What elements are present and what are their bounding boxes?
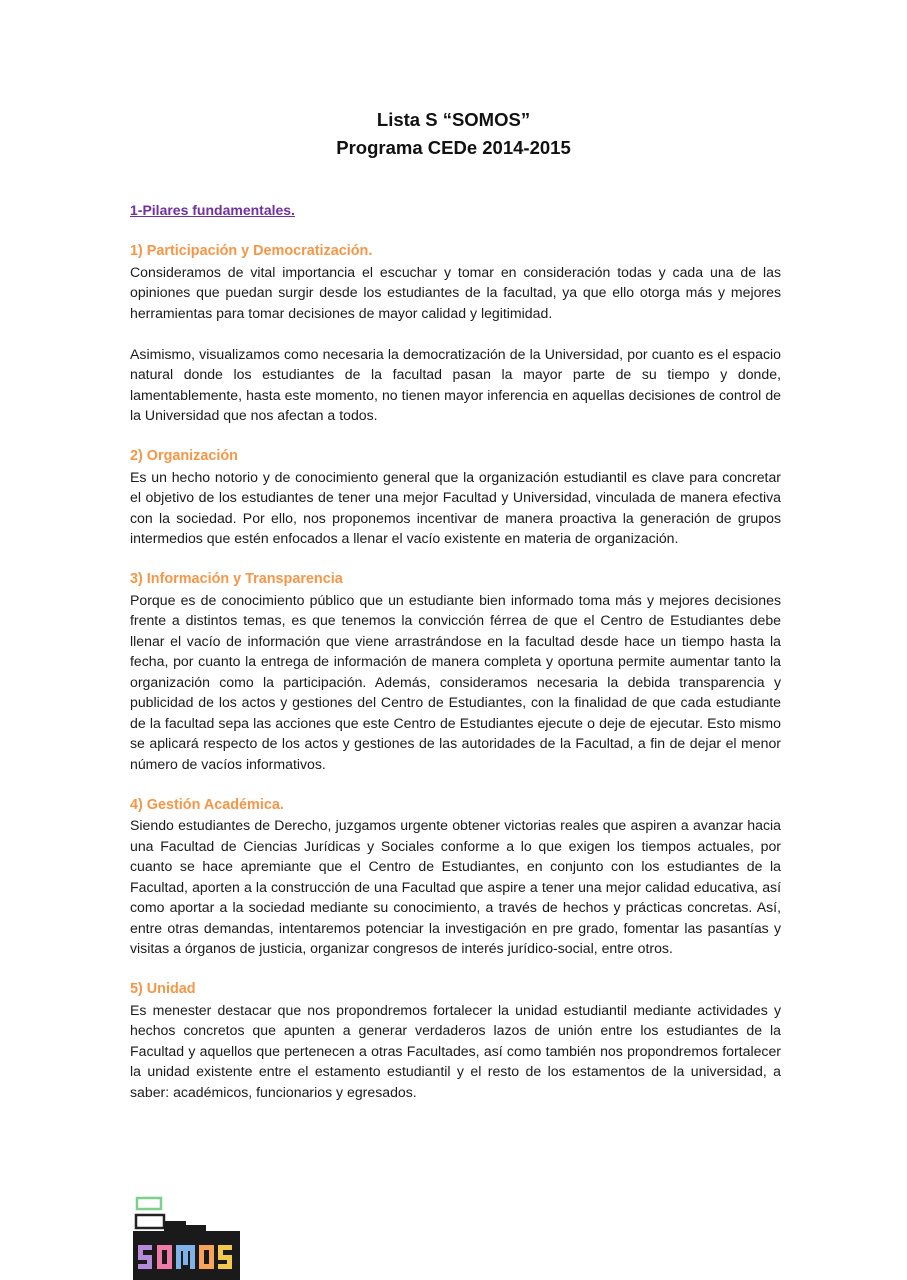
document-body xyxy=(130,200,781,1123)
section-heading: 4) Gestión Académica. xyxy=(130,796,284,813)
section-paragraph: Asimismo, visualizamos como necesaria la democratización de la Universidad, por cuanto es el espacio natural donde los estudiantes de la facultad pasan la mayor parte de su tiempo y donde, lamentablemente, hasta este momento, no tienen mayor inferencia en aquellas decisiones de control de la Universidad que nos afectan a todos. xyxy=(130,345,781,423)
logo-letters xyxy=(133,1239,240,1280)
section-heading: 3) Información y Transparencia xyxy=(130,571,343,587)
section-unidad xyxy=(130,979,781,1102)
section-gestion-academica xyxy=(130,795,781,959)
section-heading: 1) Participación y Democratización. xyxy=(130,243,373,259)
section-participacion xyxy=(130,241,781,426)
logo-dark-blocks xyxy=(133,1221,240,1241)
pillars-heading: 1-Pilares fundamentales. xyxy=(130,202,295,218)
somos-logo-graphic xyxy=(128,1193,240,1280)
document-title xyxy=(0,106,907,162)
section-paragraph: Siendo estudiantes de Derecho, juzgamos urgente obtener victorias reales que aspiren a avanzar hacia una Facultad de Ciencias Jurídicas y Sociales conforme a lo que exigen los tiempos actuales, por cuanto se hace apremiante que el Centro de Estudiantes, en conjunto con los estudiantes de la Facultad, aporten a la construcción de una Facultad que aspire a tener una mejor calidad educativa, así como aportar a la sociedad mediante su conocimiento, a través de hechos y prácticas concretas. Así, entre otras demandas, intentaremos potenciar la investigación en pre grado, fomentar las pasantías y visitas a órganos de justicia, organizar congresos de interés jurídico-social, entre otros. xyxy=(130,817,781,956)
section-paragraph: Consideramos de vital importancia el escuchar y tomar en consideración todas y cada una de las opiniones que puedan surgir desde los estudiantes de la facultad, ya que ello otorga más y mejores herramientas para tomar decisiones de mayor calidad y legitimidad. xyxy=(130,263,781,321)
title-line-1: Lista S “SOMOS” xyxy=(376,109,531,130)
title-line-2: Programa CEDe 2014-2015 xyxy=(336,137,571,158)
logo-outline-block xyxy=(136,1198,164,1228)
section-paragraph: Es menester destacar que nos propondremos fortalecer la unidad estudiantil mediante actividades y hechos concretos que apunten a generar verdaderos lazos de unión entre los estudiantes de la Facultad y aquellos que pertenecen a otras Facultades, así como también nos propondremos fortalecer la unidad existente entre el estamento estudiantil y el resto de los estamentos de la universidad, a saber: académicos, funcionarios y egresados. xyxy=(130,1001,781,1100)
section-heading: 5) Unidad xyxy=(130,981,196,997)
section-paragraph: Es un hecho notorio y de conocimiento general que la organización estudiantil es clave para concretar el objetivo de los estudiantes de tener una mejor Facultad y Universidad, vinculada de manera efectiva con la sociedad. Por ello, nos proponemos incentivar de manera proactiva la generación de grupos intermedios que estén enfocados a llenar el vacío existente en materia de organización. xyxy=(130,468,781,546)
section-heading: 2) Organización xyxy=(130,448,238,464)
section-informacion xyxy=(130,569,781,774)
somos-logo xyxy=(128,1193,240,1280)
section-organizacion xyxy=(130,446,781,549)
section-paragraph: Porque es de conocimiento público que un estudiante bien informado toma más y mejores decisiones frente a distintos temas, es que tenemos la convicción férrea de que el Centro de Estudiantes debe llenar el vacío de información que viene arrastrándose en la facultad desde hace un tiempo hasta la fecha, por cuanto la entrega de información de manera completa y oportuna permite aumentar tanto la organización como la participación. Además, consideramos necesaria la debida transparencia y publicidad de los actos y gestiones del Centro de Estudiantes, con la finalidad de que cada estudiante de la facultad sepa las acciones que este Centro de Estudiantes ejecute o deje de ejecutar. Esto mismo se aplicará respecto de los actos y gestiones de las autoridades de la Facultad, a fin de dejar el menor número de vacíos informativos. xyxy=(130,591,781,772)
